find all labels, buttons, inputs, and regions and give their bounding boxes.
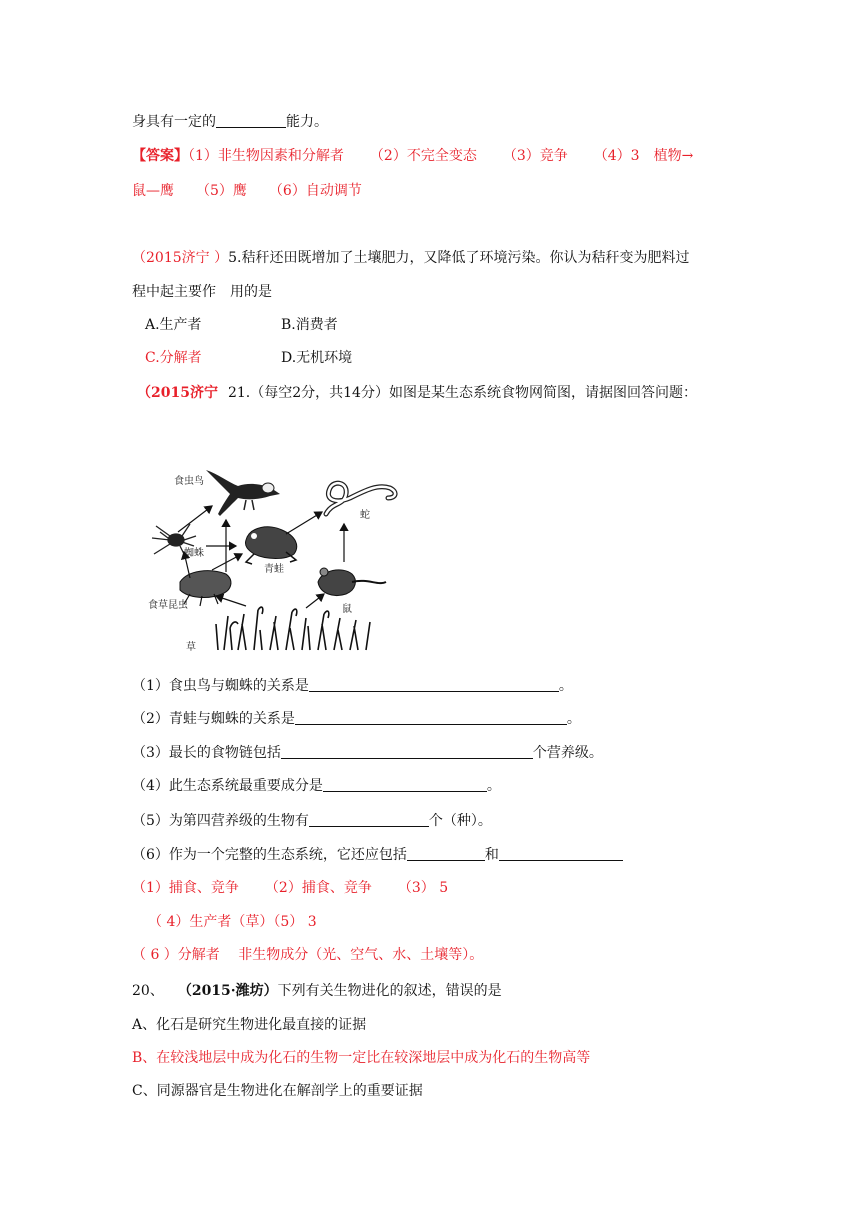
q5-option-c: C.分解者: [145, 350, 202, 366]
answer-part-5: 鼠—鹰: [132, 183, 174, 199]
label-grass: 草: [186, 642, 196, 653]
q21-text: 21.（每空2分，共14分）如图是某生态系统食物网简图，请据图回答问题：: [227, 385, 697, 401]
blank: [216, 113, 286, 128]
sub1-end: 。: [558, 678, 573, 694]
sub4-text: （4）此生态系统最重要成分是: [132, 778, 323, 794]
sub2-text: （2）青蛙与蜘蛛的关系是: [132, 711, 295, 727]
q20-option-b: B、在较浅地层中成为化石的生物一定比在较深地层中成为化石的生物高等: [132, 1050, 591, 1066]
q21-answer-2: [148, 912, 317, 932]
line1-prefix: 身具有一定的: [132, 114, 216, 130]
blank: [309, 812, 429, 827]
q21-answer-1: [132, 878, 448, 898]
q5-text-2: 程中起主要作 用的是: [132, 284, 272, 300]
q5-option-d: D.无机环境: [281, 350, 353, 366]
label-frog: 青蛙: [264, 564, 284, 575]
answer-line-1: [132, 146, 693, 166]
q20-option-c: C、同源器官是生物进化在解剖学上的重要证据: [132, 1083, 423, 1099]
sub1-text: （1）食虫鸟与蜘蛛的关系是: [132, 678, 309, 694]
line1-suffix: 能力。: [286, 114, 328, 130]
answer-part-7: （6）自动调节: [268, 183, 362, 199]
answer-part-2: （2）不完全变态: [369, 148, 477, 164]
q5-line-1: [132, 248, 689, 268]
q21-sub-5: [132, 811, 492, 831]
blank: [407, 846, 485, 861]
q21-answer-part-3: （3） 5: [397, 880, 449, 896]
q21-sub-2: [132, 709, 581, 729]
q21-answer-3: [132, 945, 483, 965]
q21-answer-part-5: （ 6 ）分解者 非生物成分（光、空气、水、土壤等）。: [132, 947, 484, 963]
sub5-end: 个（种）。: [428, 813, 492, 829]
answer-line-2: [132, 181, 362, 201]
q5-option-a: A.生产者: [145, 317, 202, 333]
answer-part-6: （5）鹰: [196, 183, 247, 199]
answer-part-1: （1）非生物因素和分解者: [188, 148, 344, 164]
q5-options-2: [145, 348, 352, 368]
q5-text: 5.秸秆还田既增加了土壤肥力，又降低了环境污染。你认为秸秆变为肥料过: [228, 250, 690, 266]
q5-option-b: B.消费者: [281, 317, 338, 333]
label-insect: 食草昆虫: [148, 600, 188, 611]
q20-number: 20、: [132, 983, 164, 999]
blank: [499, 846, 623, 861]
mouse-drawing: [318, 568, 386, 596]
q21-answer-part-4: （ 4）生产者（草）（5） 3: [148, 914, 317, 930]
q21-source: （2015济宁: [137, 385, 218, 401]
q21-answer-part-2: （2）捕食、竞争: [264, 880, 372, 896]
q20-source: （2015·潍坊）: [177, 983, 278, 999]
q20-line: [132, 981, 502, 1001]
blank: [323, 777, 487, 792]
q21-sub-6: [132, 845, 623, 865]
q21-answer-part-1: （1）捕食、竞争: [132, 880, 239, 896]
sub3-text: （3）最长的食物链包括: [132, 745, 281, 761]
q5-source: （2015济宁 ）: [132, 250, 229, 266]
sub6-text: （6）作为一个完整的生态系统，它还应包括: [132, 847, 407, 863]
q21-sub-4: [132, 776, 501, 796]
blank: [281, 744, 533, 759]
answer-label: 【答案】: [132, 148, 188, 164]
sub6-mid: 和: [484, 847, 499, 863]
sub5-text: （5）为第四营养级的生物有: [132, 813, 309, 829]
insectivorous-bird-drawing: [206, 470, 280, 516]
text-line-1: [132, 112, 328, 132]
q21-sub-3: [132, 743, 603, 763]
food-web-figure: [146, 454, 474, 656]
answer-part-3: （3）竞争: [502, 148, 568, 164]
label-spider: 蜘蛛: [184, 548, 204, 559]
label-snake: 蛇: [360, 510, 370, 521]
label-bird: 食虫鸟: [174, 476, 204, 487]
sub2-end: 。: [566, 711, 581, 727]
answer-part-4: （4）3 植物→: [593, 148, 694, 164]
sub3-end: 个营养级。: [532, 745, 603, 761]
q20-option-a: A、化石是研究生物进化最直接的证据: [132, 1017, 367, 1033]
q21-sub-1: [132, 676, 573, 696]
blank: [295, 710, 567, 725]
q20-text: 下列有关生物进化的叙述，错误的是: [277, 983, 502, 999]
label-mouse: 鼠: [342, 604, 352, 615]
blank: [309, 677, 559, 692]
q5-line-2: [132, 282, 272, 302]
q21-line: [137, 383, 697, 403]
q5-options-1: [145, 315, 338, 335]
sub4-end: 。: [486, 778, 501, 794]
